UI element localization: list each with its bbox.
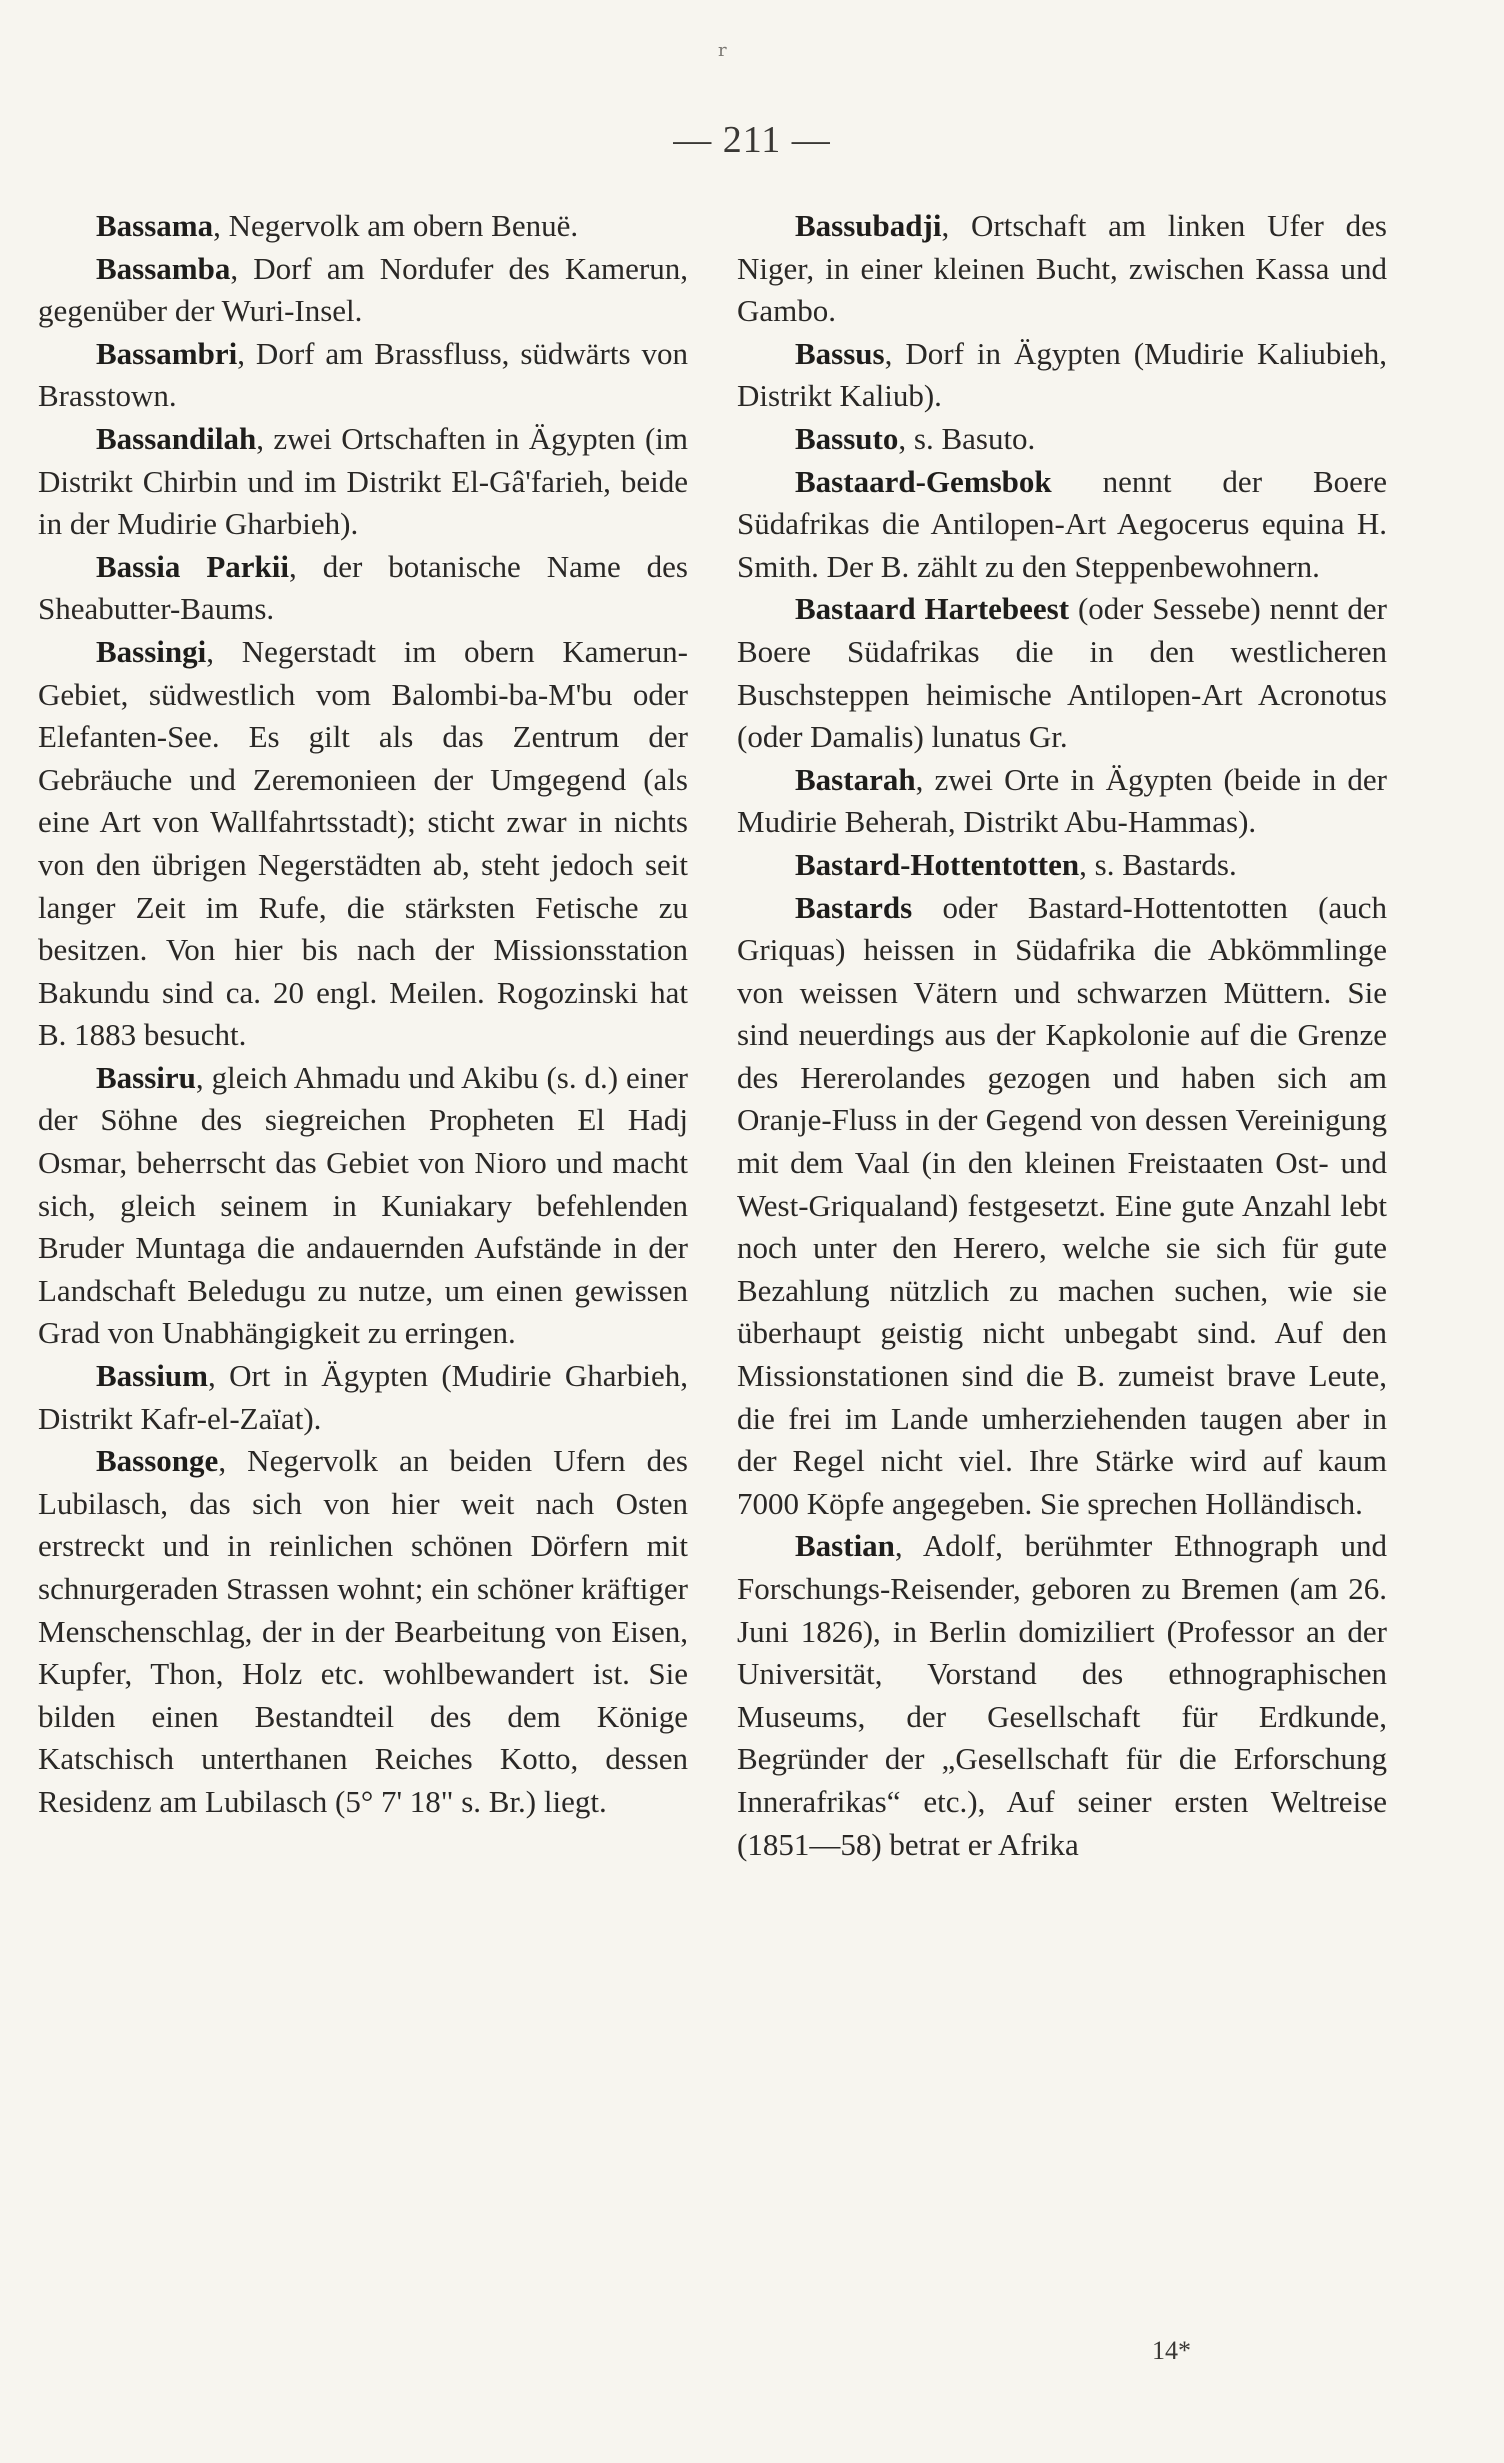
entry-term: Bassiru (96, 1059, 196, 1095)
entry-text: , Dorf am Nordufer des Kamerun, gegenüber der Wuri-Insel. (38, 250, 688, 329)
signature-mark: 14* (1152, 2336, 1191, 2365)
entry (737, 887, 1387, 1526)
entry (38, 205, 688, 248)
entry (38, 1440, 688, 1823)
entry-text: , Dorf am Brassfluss, südwärts von Brasstown. (38, 335, 688, 414)
entry-term: Bassambri (96, 335, 238, 371)
entry-text: , zwei Ortschaften in Ägypten (im Distrikt Chirbin und im Distrikt El-Gâ'farieh, beide in der Mudirie Gharbieh). (38, 420, 688, 542)
entry-term: Bassus (795, 335, 885, 371)
entry (737, 759, 1387, 844)
entry (737, 844, 1387, 887)
entry-term: Bassama (96, 208, 214, 243)
entry-term: Bassonge (96, 1443, 219, 1479)
entry-text: nennt der Boere Südafrikas die Antilopen-Art Aegocerus equina H. Smith. Der B. zählt zu den Steppenbewohnern. (737, 463, 1387, 584)
entry-text: , Dorf in Ägypten (Mudirie Kaliubieh, Distrikt Kaliub). (737, 335, 1387, 414)
entry (737, 461, 1387, 589)
right-column (737, 205, 1387, 1866)
entry-text: , s. Bastards. (1079, 846, 1237, 882)
entry-term: Bassia Parkii (96, 548, 290, 584)
entry-text: (oder Sessebe) nennt der Boere Südafrikas die in den westlicheren Buschsteppen heimische Antilopen-Art Acronotus (oder Damalis) lunatus Gr. (737, 591, 1387, 755)
entry-text: , Ortschaft am linken Ufer des Niger, in einer kleinen Bucht, zwischen Kassa und Gambo. (737, 208, 1387, 329)
entry-term: Bassamba (96, 250, 231, 286)
entry-term: Bastaard Hartebeest (795, 591, 1070, 627)
entry-text: , s. Basuto. (898, 420, 1036, 456)
entry (38, 333, 688, 418)
entry (737, 205, 1387, 333)
entry (38, 248, 688, 333)
entry-term: Bassingi (96, 633, 207, 669)
entry-term: Bassandilah (96, 420, 257, 456)
entry-term: Bastaard-Gemsbok (795, 463, 1052, 499)
left-column (38, 205, 688, 1824)
entry (737, 588, 1387, 758)
entry-text: , Negervolk am obern Benuë. (213, 208, 579, 243)
entry-text: , Ort in Ägypten (Mudirie Gharbieh, Distrikt Kafr-el-Zaïat). (38, 1358, 688, 1436)
entry-text: , Adolf, berühmter Ethnograph und Forschungs-Reisender, geboren zu Bremen (am 26. Juni 1826), in Berlin domiziliert (Professor an der Universität, Vorstand des ethnographischen Museums, der Gesellschaft für Erdkunde, Begründer der „Gesellschaft für die Erforschung Innerafrikas“ etc.), Auf seiner ersten Weltreise (1851—58) betrat er Afrika (737, 1528, 1387, 1862)
entry-term: Bastard-Hottentotten (795, 846, 1080, 882)
entry-term: Bassuto (795, 420, 899, 456)
page-number: — 211 — (673, 119, 831, 161)
entry-text: oder Bastard-Hottentotten (auch Griquas) heissen in Südafrika die Abkömmlinge von weissen Vätern und schwarzen Müttern. Sie sind neuerdings aus der Kapkolonie auf die Grenze des Hererolandes gezogen und haben sich am Oranje-Fluss in der Gegend von dessen Vereinigung mit dem Vaal (in den kleinen Freistaaten Ost- und West-Griqualand) festgesetzt. Eine gute Anzahl lebt noch unter den Herero, welche sie sich für gute Bezahlung nützlich zu machen suchen, wie sie überhaupt geistig nicht unbegabt sind. Auf den Missionstationen sind die B. zumeist brave Leute, die frei im Lande umherziehenden taugen aber in der Regel nicht viel. Ihre Stärke wird auf kaum 7000 Köpfe angegeben. Sie sprechen Holländisch. (737, 889, 1387, 1521)
entry (38, 418, 688, 546)
entry (737, 418, 1387, 461)
entry-text: , gleich Ahmadu und Akibu (s. d.) einer der Söhne des siegreichen Propheten El Hadj Osmar, beherrscht das Gebiet von Nioro und macht sich, gleich seinem in Kuniakary befehlenden Bruder Muntaga die andauernden Aufstände in der Landschaft Beledugu zu nutze, um einen gewissen Grad von Unabhängigkeit zu erringen. (38, 1059, 688, 1351)
entry (38, 631, 688, 1057)
entry-term: Bastarah (795, 761, 916, 797)
entry-text: , Negervolk an beiden Ufern des Lubilasch, das sich von hier weit nach Osten erstreckt und in reinlichen schönen Dörfern mit schnurgeraden Strassen wohnt; ein schöner kräftiger Menschenschlag, der in der Bearbeitung von Eisen, Kupfer, Thon, Holz etc. wohlbewandert ist. Sie bilden einen Bestandteil des dem Könige Katschisch unterthanen Reiches Kotto, dessen Residenz am Lubilasch (5° 7' 18" s. Br.) liegt. (38, 1443, 688, 1819)
entry-term: Bastian (795, 1528, 895, 1564)
corner-mark: r (718, 40, 727, 61)
entry (38, 1355, 688, 1440)
entry (38, 546, 688, 631)
entry-text: , zwei Orte in Ägypten (beide in der Mudirie Beherah, Distrikt Abu-Hammas). (737, 761, 1387, 840)
entry (737, 333, 1387, 418)
entry (38, 1057, 688, 1355)
entry-text: , Negerstadt im obern Kamerun-Gebiet, südwestlich vom Balombi-ba-M'bu oder Elefanten-See. Es gilt als das Zentrum der Gebräuche und Zeremonieen der Umgegend (als eine Art von Wallfahrtsstadt); sticht zwar in nichts von den übrigen Negerstädten ab, steht jedoch seit langer Zeit im Rufe, die stärksten Fetische zu besitzen. Von hier bis nach der Missionsstation Bakundu sind ca. 20 engl. Meilen. Rogozinski hat B. 1883 besucht. (38, 633, 688, 1053)
entry-term: Bastards (795, 889, 913, 925)
entry-term: Bassium (96, 1358, 208, 1394)
entry (737, 1525, 1387, 1866)
entry-term: Bassubadji (795, 208, 942, 243)
entry-text: , der botanische Name des Sheabutter-Baums. (38, 548, 688, 627)
